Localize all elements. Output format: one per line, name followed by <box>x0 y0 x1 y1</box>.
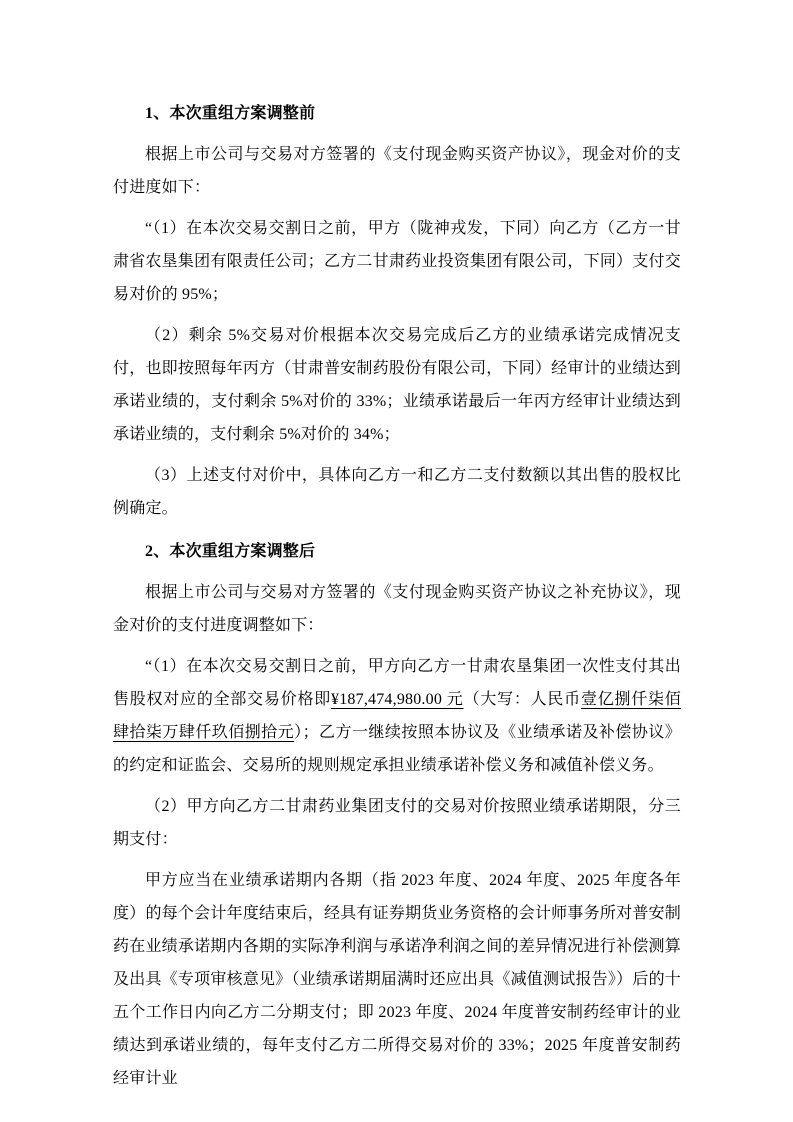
paragraph-item-2-after: （2）甲方向乙方二甘肃药业集团支付的交易对价按照业绩承诺期限，分三期支付： <box>113 798 681 848</box>
section-heading-before-adjustment: 1、本次重组方案调整前 <box>145 105 316 122</box>
paragraph-item-2-before: （2）剩余 5%交易对价根据本次交易完成后乙方的业绩承诺完成情况支付，也即按照每年丙方（甘肃普安制药股份有限公司，下同）经审计的业绩达到承诺业绩的，支付剩余 5%对价的 33%；业绩承诺最后一年丙方经审计业绩达到承诺业绩的，支付剩余 5%对价的 34%； <box>113 327 681 443</box>
amount-figure: ¥187,474,980.00 元 <box>331 691 464 708</box>
text-run: ）；乙方一继续按照本协议及《业绩承诺及补偿协议》的约定和证监会、交易所的规则规定承担业绩承诺补偿义务和减值补偿义务。 <box>113 724 681 774</box>
amount-in-words: 壹亿捌仟柒佰肆拾柒万肆仟玖佰捌拾元 <box>113 691 682 741</box>
section-heading-after-adjustment: 2、本次重组方案调整后 <box>145 543 316 560</box>
paragraph-item-3-before: （3）上述支付对价中，具体向乙方一和乙方二支付数额以其出售的股权比例确定。 <box>113 467 681 517</box>
paragraph-intro-before: 根据上市公司与交易对方签署的《支付现金购买资产协议》，现金对价的支付进度如下： <box>113 146 681 196</box>
paragraph-item-1-after <box>113 650 681 782</box>
text-run: “（1）在本次交易交割日之前，甲方向乙方一甘肃农垦集团一次性支付其出售股权对应的全部交易价格即 <box>113 658 681 708</box>
paragraph-item-1-before: “（1）在本次交易交割日之前，甲方（陇神戎发，下同）向乙方（乙方一甘肃省农垦集团有限责任公司；乙方二甘肃药业投资集团有限公司，下同）支付交易对价的 95%； <box>113 220 681 303</box>
text-run: （大写：人民币 <box>463 691 581 708</box>
paragraph-performance-commitment-detail: 甲方应当在业绩承诺期内各期（指 2023 年度、2024 年度、2025 年度各年度）的每个会计年度结束后，经具有证券期货业务资格的会计师事务所对普安制药在业绩承诺期内各期的实际净利润与承诺净利润之间的差异情况进行补偿测算及出具《专项审核意见》（业绩承诺期届满时还应出具《减值测试报告》）后的十五个工作日内向乙方二分期支付；即 2023 年度、2024 年度普安制药经审计的业绩达到承诺业绩的，每年支付乙方二所得交易对价的 33%；2025 年度普安制药经审计业 <box>113 872 681 1087</box>
paragraph-intro-after: 根据上市公司与交易对方签署的《支付现金购买资产协议之补充协议》，现金对价的支付进度调整如下： <box>113 584 681 634</box>
